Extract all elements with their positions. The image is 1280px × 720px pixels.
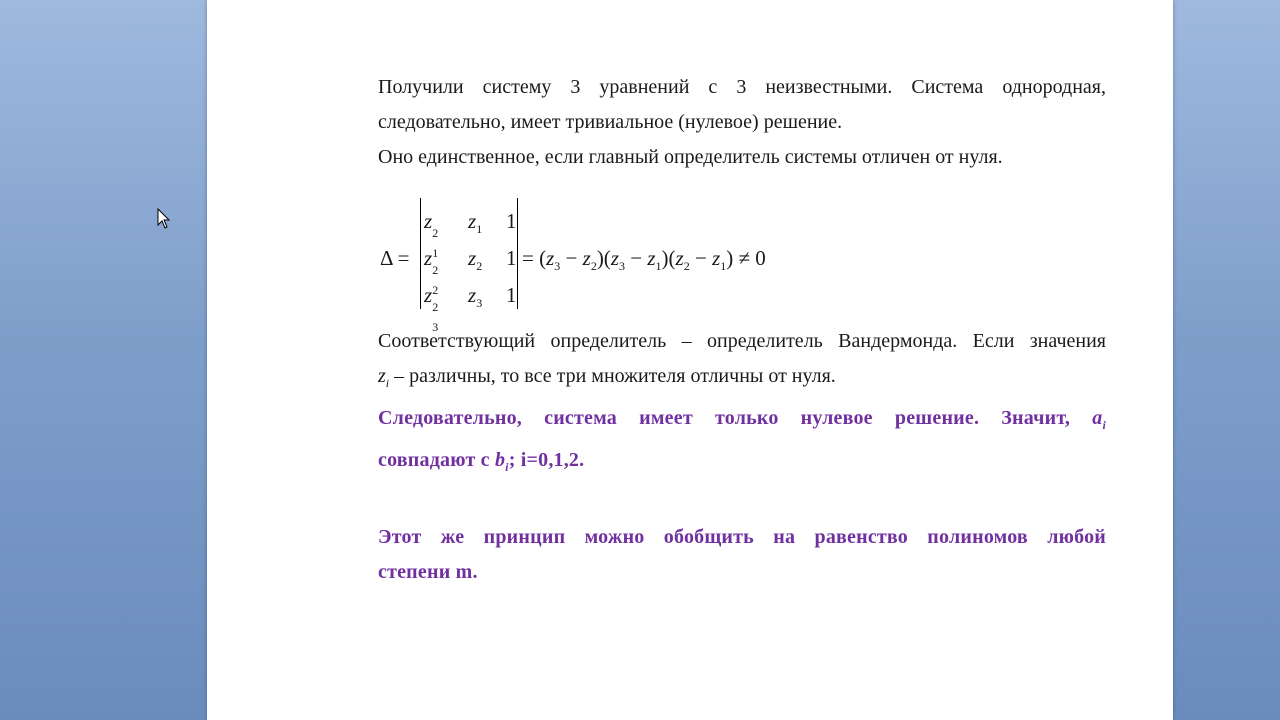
- document-content: [378, 70, 1106, 590]
- mouse-pointer-icon: [157, 208, 171, 235]
- matrix-cell-2-2: $z_2$: [468, 246, 483, 274]
- vandermonde-formula: [378, 198, 1106, 334]
- matrix-cell-2-1: z 2 2: [424, 246, 439, 297]
- matrix-cell-3-3: 1: [506, 283, 517, 307]
- matrix-cell-3-1: z 2 3: [424, 283, 439, 334]
- paragraph-3-line-1: Соответствующий определитель – определитель Вандермонда. Если значения: [378, 330, 1106, 352]
- variable-z-subscript: i: [385, 376, 390, 390]
- variable-z: z: [378, 365, 386, 387]
- generalization-line-1: Этот же принцип можно обобщить на равенство полиномов любой: [378, 526, 1106, 548]
- matrix-cell-1-2: $z_1$: [468, 209, 483, 237]
- generalization-line-2: степени m.: [378, 561, 478, 583]
- paragraph-1-line-2: следовательно, имеет тривиальное (нулевое) решение.: [378, 111, 843, 133]
- determinant-right-bar: [517, 198, 518, 309]
- variable-a-subscript: i: [1102, 418, 1106, 432]
- variable-b: b: [494, 449, 506, 471]
- paragraph-spacer: [378, 485, 1106, 520]
- paragraph-3-rest: – различны, то все три множителя отличны от нуля.: [389, 365, 836, 387]
- matrix-cell-2-3: 1: [506, 246, 517, 270]
- conclusion-line-2-start: совпадают с: [378, 449, 495, 471]
- variable-b-subscript: i: [505, 460, 509, 474]
- conclusion-line-2-end: ; i=0,1,2.: [508, 449, 585, 471]
- conclusion-text: Следовательно, система имеет только нулевое решение. Значит,: [378, 407, 1093, 429]
- paragraph-2: Оно единственное, если главный определитель системы отличен от нуля.: [378, 146, 1003, 168]
- variable-a: a: [1092, 407, 1103, 429]
- matrix-cell-3-2: $z_3$: [468, 283, 483, 311]
- conclusion-line-2: [378, 443, 1106, 485]
- conclusion-line-1: [378, 401, 1106, 443]
- vandermonde-product: = $(z_3 - z_2)(z_3 - z_1)(z_2 - z_1) \ne 0$: [522, 246, 766, 274]
- paragraph-3-line-2: [378, 359, 1106, 401]
- determinant-left-bar: [420, 198, 421, 309]
- delta-symbol: Δ =: [380, 246, 410, 270]
- matrix-cell-1-3: 1: [506, 209, 517, 233]
- document-page: [207, 0, 1173, 720]
- matrix-cell-1-1: z 2 1: [424, 209, 439, 260]
- paragraph-1-line-1: Получили систему 3 уравнений с 3 неизвестными. Система однородная,: [378, 76, 1106, 98]
